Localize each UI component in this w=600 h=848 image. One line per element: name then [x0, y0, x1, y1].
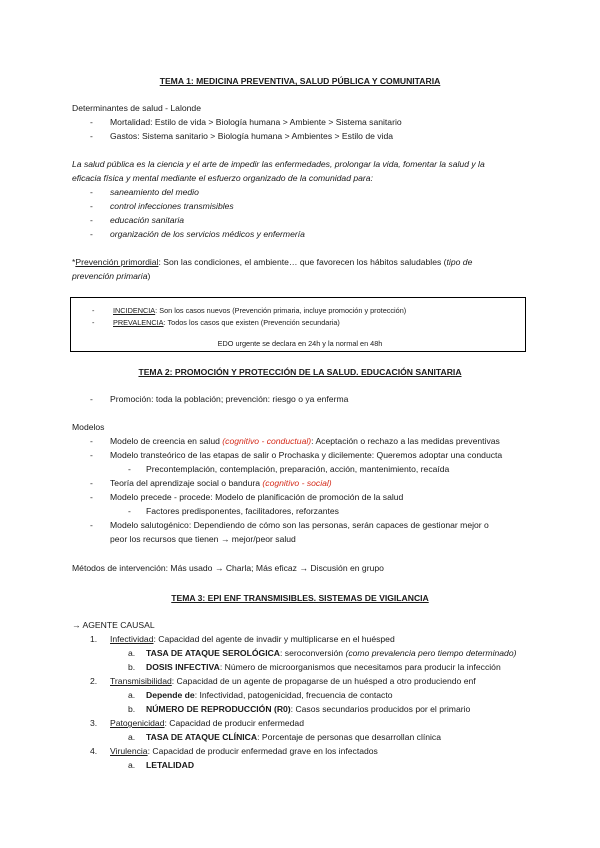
prevencion-line2	[72, 271, 150, 282]
letalidad: LETALIDAD	[146, 760, 195, 770]
bullet-dash: -	[92, 318, 95, 327]
prevencion-text: : Son las condiciones, el ambiente… que favorecen los hábitos saludables (	[158, 257, 447, 267]
depende-de	[146, 690, 393, 701]
prevalencia-line	[113, 318, 340, 327]
transmisibilidad-line	[110, 676, 476, 687]
infectividad-line	[110, 634, 395, 645]
modelo-salutogenico-line2: peor los recursos que tienen → mejor/peor salud	[110, 534, 296, 544]
bullet-dash: -	[128, 464, 131, 474]
virulencia-text: : Capacidad de producir enfermedad grave en los infectados	[147, 746, 378, 756]
salud-publica-def-line2: eficacia física y mental mediante el esfuerzo organizado de la comunidad para:	[72, 173, 373, 183]
modelo-creencia-text: : Aceptación o rechazo a las medidas preventivas	[311, 436, 500, 446]
modelo-precede: Modelo precede - procede: Modelo de planificación de promoción de la salud	[110, 492, 404, 502]
incidencia-text: : Son los casos nuevos (Prevención primaria, incluye promoción y protección)	[155, 306, 407, 315]
patogenicidad-line	[110, 718, 304, 729]
promocion-line: Promoción: toda la población; prevención: riesgo o ya enferma	[110, 394, 349, 404]
infectividad-text: : Capacidad del agente de invadir y multiplicarse en el huésped	[153, 634, 395, 644]
lalonde-item-mortalidad: Mortalidad: Estilo de vida > Biología humana > Ambiente > Sistema sanitario	[110, 117, 402, 127]
incidencia-term: INCIDENCIA	[113, 306, 156, 315]
salud-publica-item: educación sanitaria	[110, 215, 185, 225]
teoria-bandura	[110, 478, 332, 489]
salud-publica-item: control infecciones transmisibles	[110, 201, 234, 211]
dosis-infectiva-text: : Número de microorganismos que necesitamos para producir la infección	[219, 662, 501, 672]
item-number: 1.	[90, 634, 98, 644]
sub-letter: a.	[128, 648, 136, 658]
infectividad-term: Infectividad	[110, 634, 154, 644]
prevalencia-term: PREVALENCIA	[113, 318, 164, 327]
prevencion-italic: tipo de	[446, 257, 473, 267]
lalonde-title: Determinantes de salud - Lalonde	[72, 103, 201, 113]
tema2-title: TEMA 2: PROMOCIÓN Y PROTECCIÓN DE LA SALUD. EDUCACIÓN SANITARIA	[138, 367, 462, 377]
salud-publica-item: saneamiento del medio	[110, 187, 199, 197]
bullet-dash: -	[90, 492, 93, 502]
bullet-dash: -	[90, 229, 93, 239]
modelo-precede-factores: Factores predisponentes, facilitadores, reforzantes	[146, 506, 339, 516]
depende-de-text: : Infectividad, patogenicidad, frecuencia de contacto	[194, 690, 393, 700]
modelo-transteorico-etapas: Precontemplación, contemplación, preparación, acción, mantenimiento, recaída	[146, 464, 450, 474]
prevalencia-text: : Todos los casos que existen (Prevención secundaria)	[163, 318, 340, 327]
modelo-salutogenico-line1: Modelo salutogénico: Dependiendo de cómo son las personas, serán capaces de gestionar mejor o	[110, 520, 489, 530]
dosis-infectiva-term: DOSIS INFECTIVA	[146, 662, 220, 672]
salud-publica-def-line1: La salud pública es la ciencia y el arte de impedir las enfermedades, prolongar la vida, fomentar la salud y la	[72, 159, 485, 169]
bullet-dash: -	[90, 450, 93, 460]
numero-reproduccion-term: NÚMERO DE REPRODUCCIÓN (R0)	[146, 704, 291, 714]
prevencion-star: *	[72, 257, 76, 267]
sub-letter: a.	[128, 760, 136, 770]
edo-note: EDO urgente se declara en 24h y la normal en 48h	[217, 339, 383, 348]
prevencion-term: Prevención primordial	[75, 257, 159, 267]
virulencia-term: Virulencia	[110, 746, 148, 756]
metodos-intervencion: Métodos de intervención: Más usado → Charla; Más eficaz → Discusión en grupo	[72, 563, 384, 573]
tasa-ataque-serologica	[146, 648, 516, 659]
virulencia-line	[110, 746, 378, 757]
sub-letter: b.	[128, 704, 136, 714]
modelo-creencia-label: Modelo de creencia en salud	[110, 436, 223, 446]
prevencion-line2-text: prevención primaria	[72, 271, 148, 281]
lalonde-item-gastos: Gastos: Sistema sanitario > Biología humana > Ambientes > Estilo de vida	[110, 131, 394, 141]
depende-de-term: Depende de	[146, 690, 195, 700]
bullet-dash: -	[90, 131, 93, 141]
bullet-dash: -	[90, 117, 93, 127]
tema3-title: TEMA 3: EPI ENF TRANSMISIBLES. SISTEMAS DE VIGILANCIA	[171, 593, 429, 603]
modelo-transteorico: Modelo transteórico de las etapas de salir o Prochaska y dicilemente: Queremos adoptar una conducta	[110, 450, 503, 460]
prevencion-primordial	[72, 257, 472, 268]
bullet-dash: -	[92, 306, 95, 315]
sub-letter: b.	[128, 662, 136, 672]
item-number: 3.	[90, 718, 98, 728]
bullet-dash: -	[90, 478, 93, 488]
tasa-serologica-term: TASA DE ATAQUE SEROLÓGICA	[146, 648, 280, 658]
patogenicidad-term: Patogenicidad	[110, 718, 165, 728]
item-number: 2.	[90, 676, 98, 686]
sub-letter: a.	[128, 732, 136, 742]
incidencia-line	[113, 306, 406, 315]
tasa-clinica-term: TASA DE ATAQUE CLÍNICA	[146, 732, 258, 742]
tasa-ataque-clinica	[146, 732, 441, 743]
bullet-dash: -	[90, 520, 93, 530]
prevencion-close: )	[147, 271, 151, 281]
tasa-clinica-text: : Porcentaje de personas que desarrollan clínica	[257, 732, 442, 742]
salud-publica-item: organización de los servicios médicos y enfermería	[110, 229, 305, 239]
bullet-dash: -	[90, 201, 93, 211]
modelo-creencia	[110, 436, 500, 447]
modelo-creencia-tag: (cognitivo - conductual)	[222, 436, 312, 446]
transmisibilidad-term: Transmisibilidad	[110, 676, 172, 686]
numero-reproduccion-text: : Casos secundarios producidos por el primario	[290, 704, 471, 714]
dosis-infectiva	[146, 662, 501, 673]
tasa-serologica-note: (como prevalencia pero tiempo determinado)	[345, 648, 517, 658]
bullet-dash: -	[90, 394, 93, 404]
transmisibilidad-text: : Capacidad de un agente de propagarse de un huésped a otro produciendo enf	[171, 676, 476, 686]
bullet-dash: -	[90, 436, 93, 446]
item-number: 4.	[90, 746, 98, 756]
bullet-dash: -	[90, 215, 93, 225]
tema1-title: TEMA 1: MEDICINA PREVENTIVA, SALUD PÚBLICA Y COMUNITARIA	[159, 76, 441, 86]
modelos-title: Modelos	[72, 422, 105, 432]
teoria-bandura-tag: (cognitivo - social)	[262, 478, 332, 488]
teoria-bandura-label: Teoría del aprendizaje social o bandura	[110, 478, 263, 488]
tasa-serologica-text: : seroconversión	[280, 648, 346, 658]
agente-causal: → AGENTE CAUSAL	[72, 620, 155, 630]
numero-reproduccion	[146, 704, 470, 715]
bullet-dash: -	[128, 506, 131, 516]
sub-letter: a.	[128, 690, 136, 700]
bullet-dash: -	[90, 187, 93, 197]
patogenicidad-text: : Capacidad de producir enfermedad	[164, 718, 304, 728]
